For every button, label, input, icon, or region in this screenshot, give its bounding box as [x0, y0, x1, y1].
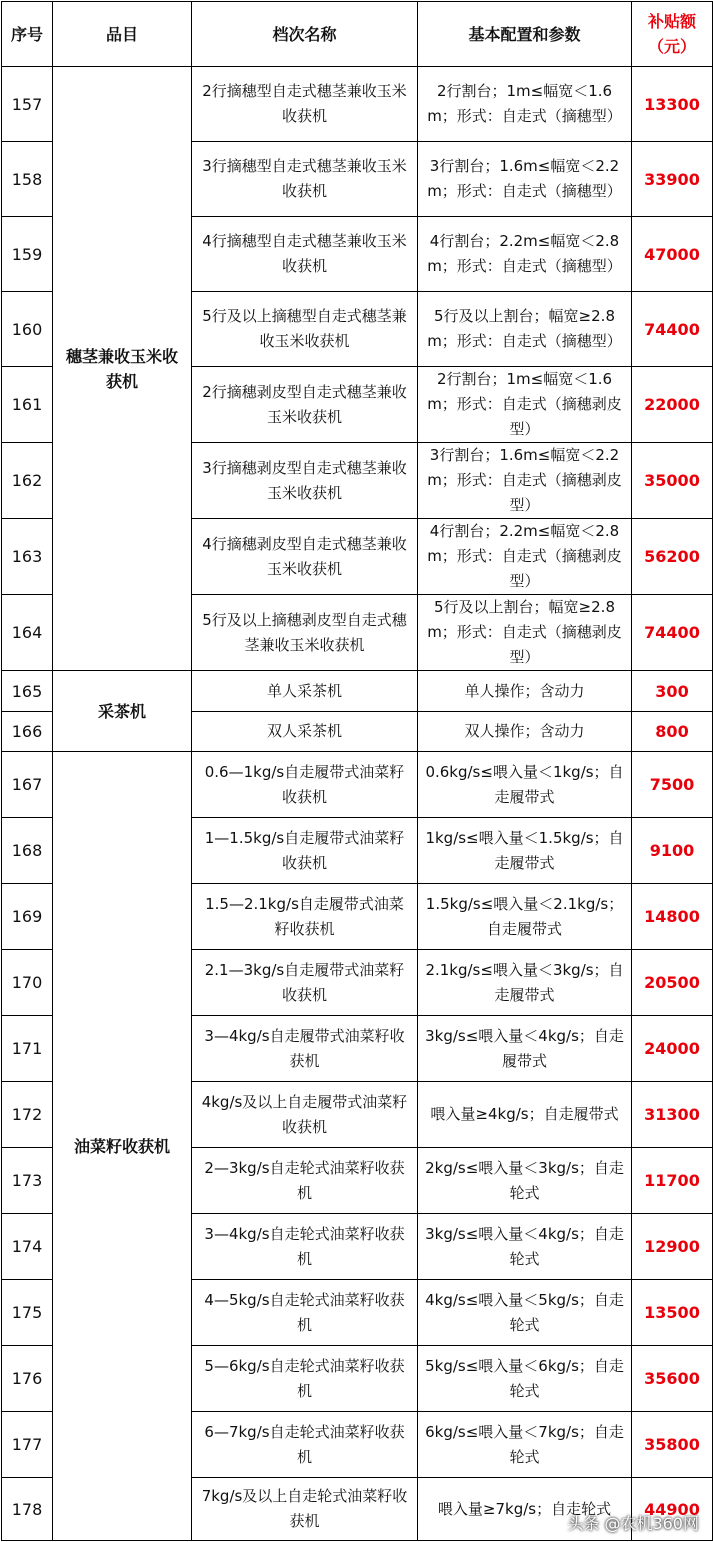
- row-subsidy-amount: 44900: [632, 1478, 713, 1541]
- row-seq: 159: [2, 217, 53, 292]
- row-subsidy-amount: 13500: [632, 1280, 713, 1346]
- row-seq: 158: [2, 142, 53, 217]
- row-grade-name: 2行摘穗剥皮型自走式穗茎兼收玉米收获机: [192, 367, 418, 443]
- row-seq: 178: [2, 1478, 53, 1541]
- row-seq: 161: [2, 367, 53, 443]
- row-config: 2.1kg/s≤喂入量＜3kg/s；自走履带式: [418, 950, 632, 1016]
- row-subsidy-amount: 22000: [632, 367, 713, 443]
- row-config: 2行割台；1m≤幅宽＜1.6m；形式：自走式（摘穗型）: [418, 67, 632, 142]
- row-grade-name: 4行摘穗剥皮型自走式穗茎兼收玉米收获机: [192, 519, 418, 595]
- row-config: 喂入量≥7kg/s；自走轮式: [418, 1478, 632, 1541]
- row-grade-name: 3行摘穗型自走式穗茎兼收玉米收获机: [192, 142, 418, 217]
- header-subsidy: 补贴额（元）: [632, 2, 713, 67]
- row-category: 油菜籽收获机: [53, 752, 192, 1541]
- row-subsidy-amount: 800: [632, 712, 713, 752]
- row-subsidy-amount: 14800: [632, 884, 713, 950]
- row-config: 5kg/s≤喂入量＜6kg/s；自走轮式: [418, 1346, 632, 1412]
- row-grade-name: 双人采茶机: [192, 712, 418, 752]
- row-config: 1.5kg/s≤喂入量＜2.1kg/s；自走履带式: [418, 884, 632, 950]
- row-config: 4行割台；2.2m≤幅宽＜2.8m；形式：自走式（摘穗剥皮型）: [418, 519, 632, 595]
- table-row: [2, 67, 713, 142]
- header-category: 品目: [53, 2, 192, 67]
- row-grade-name: 2—3kg/s自走轮式油菜籽收获机: [192, 1148, 418, 1214]
- row-subsidy-amount: 74400: [632, 595, 713, 671]
- row-subsidy-amount: 11700: [632, 1148, 713, 1214]
- row-grade-name: 1.5—2.1kg/s自走履带式油菜籽收获机: [192, 884, 418, 950]
- row-seq: 163: [2, 519, 53, 595]
- row-config: 2kg/s≤喂入量＜3kg/s；自走轮式: [418, 1148, 632, 1214]
- row-subsidy-amount: 56200: [632, 519, 713, 595]
- row-subsidy-amount: 7500: [632, 752, 713, 818]
- row-subsidy-amount: 12900: [632, 1214, 713, 1280]
- row-subsidy-amount: 24000: [632, 1016, 713, 1082]
- row-seq: 165: [2, 671, 53, 712]
- watermark: 头条 @农机360网: [567, 1514, 699, 1533]
- row-config: 5行及以上割台；幅宽≥2.8m；形式：自走式（摘穗型）: [418, 292, 632, 367]
- row-seq: 168: [2, 818, 53, 884]
- header-config: 基本配置和参数: [418, 2, 632, 67]
- row-seq: 175: [2, 1280, 53, 1346]
- row-config: 4行割台；2.2m≤幅宽＜2.8m；形式：自走式（摘穗型）: [418, 217, 632, 292]
- row-seq: 174: [2, 1214, 53, 1280]
- row-seq: 167: [2, 752, 53, 818]
- row-subsidy-amount: 9100: [632, 818, 713, 884]
- subsidy-table: [1, 1, 713, 1541]
- row-config: 喂入量≥4kg/s；自走履带式: [418, 1082, 632, 1148]
- row-seq: 166: [2, 712, 53, 752]
- row-config: 4kg/s≤喂入量＜5kg/s；自走轮式: [418, 1280, 632, 1346]
- row-config: 6kg/s≤喂入量＜7kg/s；自走轮式: [418, 1412, 632, 1478]
- row-config: 3kg/s≤喂入量＜4kg/s；自走轮式: [418, 1214, 632, 1280]
- table-row: [2, 671, 713, 712]
- row-grade-name: 4行摘穗型自走式穗茎兼收玉米收获机: [192, 217, 418, 292]
- row-category: 穗茎兼收玉米收获机: [53, 67, 192, 671]
- row-grade-name: 2.1—3kg/s自走履带式油菜籽收获机: [192, 950, 418, 1016]
- row-subsidy-amount: 300: [632, 671, 713, 712]
- row-config: 3行割台；1.6m≤幅宽＜2.2m；形式：自走式（摘穗剥皮型）: [418, 443, 632, 519]
- row-subsidy-amount: 35600: [632, 1346, 713, 1412]
- row-grade-name: 5—6kg/s自走轮式油菜籽收获机: [192, 1346, 418, 1412]
- row-subsidy-amount: 35000: [632, 443, 713, 519]
- header-seq: 序号: [2, 2, 53, 67]
- row-grade-name: 3—4kg/s自走履带式油菜籽收获机: [192, 1016, 418, 1082]
- row-seq: 164: [2, 595, 53, 671]
- table-row: [2, 752, 713, 818]
- row-grade-name: 6—7kg/s自走轮式油菜籽收获机: [192, 1412, 418, 1478]
- row-grade-name: 1—1.5kg/s自走履带式油菜籽收获机: [192, 818, 418, 884]
- row-seq: 177: [2, 1412, 53, 1478]
- row-grade-name: 5行及以上摘穗型自走式穗茎兼收玉米收获机: [192, 292, 418, 367]
- table-body: [2, 67, 713, 1541]
- row-seq: 171: [2, 1016, 53, 1082]
- row-seq: 172: [2, 1082, 53, 1148]
- row-subsidy-amount: 74400: [632, 292, 713, 367]
- row-seq: 157: [2, 67, 53, 142]
- row-grade-name: 单人采茶机: [192, 671, 418, 712]
- row-subsidy-amount: 20500: [632, 950, 713, 1016]
- row-subsidy-amount: 31300: [632, 1082, 713, 1148]
- row-subsidy-amount: 35800: [632, 1412, 713, 1478]
- row-subsidy-amount: 13300: [632, 67, 713, 142]
- row-config: 5行及以上割台；幅宽≥2.8m；形式：自走式（摘穗剥皮型）: [418, 595, 632, 671]
- row-seq: 169: [2, 884, 53, 950]
- row-config: 0.6kg/s≤喂入量＜1kg/s；自走履带式: [418, 752, 632, 818]
- row-config: 3行割台；1.6m≤幅宽＜2.2m；形式：自走式（摘穗型）: [418, 142, 632, 217]
- row-grade-name: 7kg/s及以上自走轮式油菜籽收获机: [192, 1478, 418, 1541]
- row-category: 采茶机: [53, 671, 192, 752]
- row-subsidy-amount: 33900: [632, 142, 713, 217]
- row-grade-name: 4kg/s及以上自走履带式油菜籽收获机: [192, 1082, 418, 1148]
- row-grade-name: 3—4kg/s自走轮式油菜籽收获机: [192, 1214, 418, 1280]
- row-subsidy-amount: 47000: [632, 217, 713, 292]
- row-seq: 162: [2, 443, 53, 519]
- row-grade-name: 5行及以上摘穗剥皮型自走式穗茎兼收玉米收获机: [192, 595, 418, 671]
- row-config: 单人操作；含动力: [418, 671, 632, 712]
- row-config: 双人操作；含动力: [418, 712, 632, 752]
- row-config: 3kg/s≤喂入量＜4kg/s；自走履带式: [418, 1016, 632, 1082]
- row-seq: 176: [2, 1346, 53, 1412]
- row-grade-name: 3行摘穗剥皮型自走式穗茎兼收玉米收获机: [192, 443, 418, 519]
- row-grade-name: 2行摘穗型自走式穗茎兼收玉米收获机: [192, 67, 418, 142]
- row-config: 2行割台；1m≤幅宽＜1.6m；形式：自走式（摘穗剥皮型）: [418, 367, 632, 443]
- row-grade-name: 4—5kg/s自走轮式油菜籽收获机: [192, 1280, 418, 1346]
- row-config: 1kg/s≤喂入量＜1.5kg/s；自走履带式: [418, 818, 632, 884]
- row-seq: 173: [2, 1148, 53, 1214]
- row-seq: 170: [2, 950, 53, 1016]
- header-grade-name: 档次名称: [192, 2, 418, 67]
- row-grade-name: 0.6—1kg/s自走履带式油菜籽收获机: [192, 752, 418, 818]
- row-seq: 160: [2, 292, 53, 367]
